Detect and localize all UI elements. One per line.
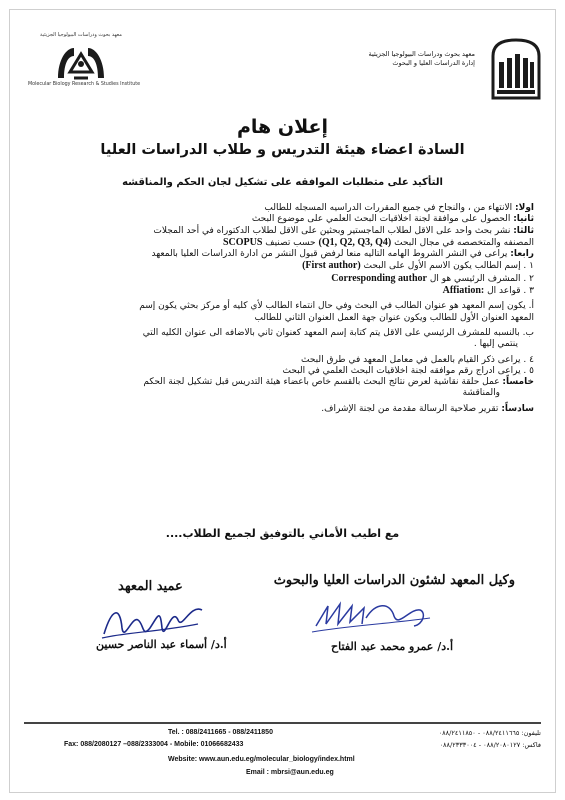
university-header-block [217, 36, 547, 106]
announcement-subject: التأكيد على متطلبات الموافقه على تشكيل لجان الحكم والمناقشه [122, 177, 443, 188]
footer-fax-mobile: Fax: 088/2080127 –088/2333004 - Mobile: 01066682433 [64, 741, 244, 748]
condition-2 [34, 273, 534, 285]
item-fifth-text: عمل حلقة نقاشية لعرض نتائج البحث بالقسم خاص باعضاء هيئة التدريس قبل تشكيل لجنة الحكم [143, 377, 503, 388]
announcement-body [34, 203, 534, 415]
footer-email[interactable]: Email : mbrsi@aun.edu.eg [246, 769, 334, 776]
item-fourth-text: يراعى في النشر الشروط الهامه التاليه منعا لرفض قبول النشر من ادارة الدراسات العليا بالمعهد [151, 249, 511, 260]
quartiles-text: (Q1, Q2, Q3, Q4) [318, 236, 392, 248]
university-header-text [315, 50, 475, 68]
item-third [34, 226, 534, 237]
item-sixth-label: سادساً: [501, 403, 534, 414]
item-second [34, 214, 534, 225]
footer-tel: Tel. : 088/2411665 - 088/2411850 [168, 729, 273, 736]
header-line-1: معهد بحوث ودراسات البيولوجيا الجزيئية [368, 50, 475, 58]
footer-website[interactable]: Website: www.aun.edu.eg/molecular_biology/index.html [168, 756, 355, 763]
item-first-label: اولا: [515, 203, 534, 213]
footer-fax-arabic: فاكس: ٠٨٨/٢٠٨٠١٢٧ - ٠٨٨/٢٣٣٣٠٠٤ [439, 741, 541, 749]
item-third-cont [34, 237, 534, 249]
condition-1-text: ١ . إسم الطالب يكون الاسم الأول على البحث [360, 261, 534, 272]
rule-a-line-1: أ. يكون إسم المعهد هو عنوان الطالب في البحث وفي حال انتماء الطالب لأي كليه أو مركز بحثي يكون إسم [139, 301, 534, 312]
dean-name: أ.د/ أسماء عبد الناصر حسين [96, 638, 227, 651]
item-first-text: الانتهاء من ، والنجاح في جميع المقررات الدراسيه المسجله للطالب [264, 203, 516, 213]
condition-3 [34, 285, 534, 297]
announcement-title: إعلان هام [237, 116, 328, 138]
scopus-text: SCOPUS [222, 236, 263, 248]
rule-b-line-2: ينتمي إليها . [473, 339, 518, 350]
footer-tel-arabic: تليفون: ٠٨٨/٢٤١١٦٦٥ - ٠٨٨/٢٤١١٨٥٠ [438, 729, 541, 737]
condition-2-text: ٢ . المشرف الرئيسي هو ال [426, 273, 534, 284]
item-second-text: الحصول على موافقة لجنة اخلاقيات البحث العلمي على موضوع البحث [251, 214, 514, 225]
rule-b-line-1: ب. بالنسبه للمشرف الرئيسي على الاقل يتم كتابة إسم المعهد كعنوان ثاني بالاضافه الى عنوان الكليه التي [142, 327, 534, 338]
vice-dean-name: أ.د/ عمرو محمد عبد الفتاح [331, 640, 453, 653]
dean-title: عميد المعهد [118, 579, 183, 594]
institute-logo-block [18, 32, 141, 102]
rule-a-line-2: المعهد العنوان الأول للطالب ويكون عنوان جهة العمل العنوان الثاني للطالب [254, 312, 534, 323]
mbri-logo-icon [52, 42, 110, 82]
institute-logo-caption: Molecular Biology Research & Studies Institute [28, 82, 141, 87]
condition-5: ٥ . يراعى ادراج رقم موافقه لجنة اخلاقيات البحث العلمي في البحث [282, 365, 534, 376]
announcement-audience: السادة اعضاء هيئة التدريس و طلاب الدراسات العليا [100, 142, 465, 158]
assiut-university-seal-icon [485, 36, 547, 100]
item-sixth-text: تقرير صلاحية الرسالة مقدمة من لجنة الإشراف. [321, 403, 502, 414]
item-fifth-label: خامساً: [502, 377, 534, 388]
item-second-label: ثانيا: [513, 214, 534, 225]
item-third-cont-text: المصنفه والمتخصصه في مجال البحث [391, 237, 534, 248]
condition-1 [34, 260, 534, 272]
item-sixth [34, 404, 534, 415]
vice-dean-signature-icon [306, 594, 436, 638]
item-fifth [34, 377, 534, 388]
item-third-label: ثالثا: [513, 225, 534, 236]
institute-logo-topline: معهد بحوث ودراسات البيولوجيا الجزيئية [40, 32, 122, 38]
item-third-text: نشر بحث واحد على الاقل لطلاب الماجستير وبحثين على الاقل لطلاب الدكتوراه في أحد المجلات [153, 225, 514, 236]
condition-1-en: (First author) [302, 260, 361, 272]
footer-divider [24, 722, 541, 724]
item-fourth-label: رابعا: [510, 249, 534, 260]
vice-dean-title: وكيل المعهد لشئون الدراسات العليا والبحوث [273, 573, 515, 588]
condition-2-en: Corresponding author [331, 272, 427, 284]
item-fifth-cont: والمناقشة [462, 388, 500, 399]
item-third-mid: حسب تصنيف [262, 237, 319, 248]
item-first [34, 203, 534, 214]
item-fourth [34, 249, 534, 260]
closing-wish: مع اطيب الأماني بالتوفيق لجميع الطلاب.... [165, 527, 400, 540]
condition-3-en: Affiation: [442, 285, 485, 297]
condition-3-text: ٣ . قواعد ال [484, 286, 534, 297]
condition-4: ٤ . يراعى ذكر القيام بالعمل في معامل المعهد في طرق البحث [301, 354, 534, 365]
header-line-2: إدارة الدراسات العليا و البحوث [392, 59, 475, 67]
